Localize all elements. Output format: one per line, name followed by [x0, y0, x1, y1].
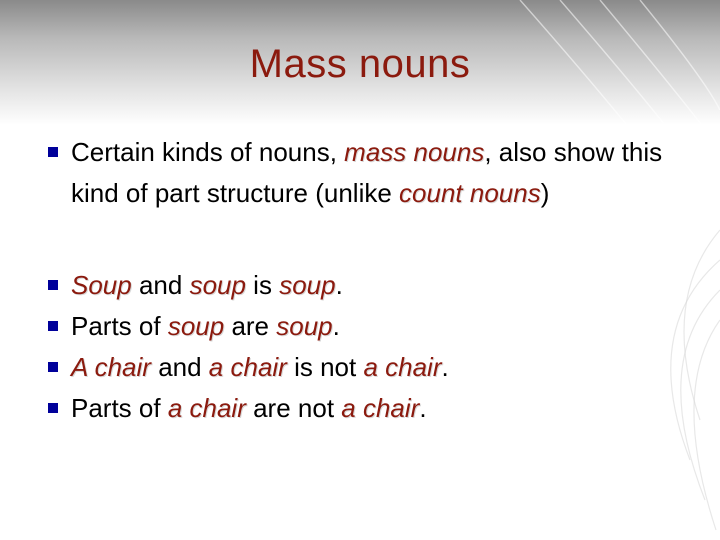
bullet-text: Certain kinds of nouns, mass nouns, also show this kind of part structure (unlike count nouns): [71, 137, 663, 208]
slide-title: Mass nouns: [249, 42, 471, 86]
bullet-text: Parts of soup are soup.: [71, 311, 340, 341]
bullet-text: Parts of a chair are not a chair.: [71, 393, 427, 423]
bullet-list: [45, 132, 685, 429]
bullet-text: Soup and soup is soup.: [71, 270, 343, 300]
bullet-item: [45, 306, 685, 347]
square-bullet-icon: [48, 147, 58, 157]
bullet-item: [45, 347, 685, 388]
square-bullet-icon: [48, 280, 58, 290]
square-bullet-icon: [48, 362, 58, 372]
bullet-item: [45, 265, 685, 306]
bullet-text: A chair and a chair is not a chair.: [71, 352, 449, 382]
bullet-item: [45, 388, 685, 429]
square-bullet-icon: [48, 321, 58, 331]
square-bullet-icon: [48, 403, 58, 413]
bullet-item: [45, 132, 685, 214]
